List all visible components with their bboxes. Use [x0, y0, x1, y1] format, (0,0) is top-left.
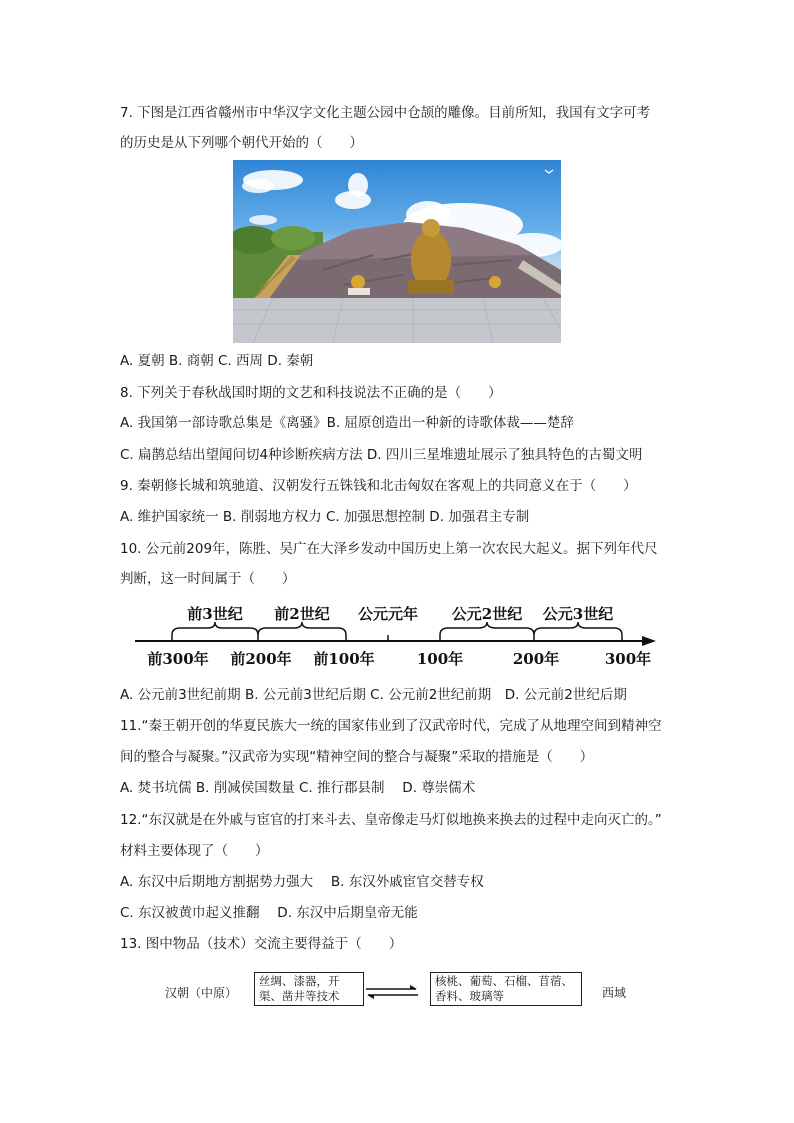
timeline-top-label: 公元元年	[357, 605, 419, 623]
timeline-bottom-label: 前100年	[313, 650, 375, 668]
q10-stem-line2: 判断，这一时间属于（ ）	[120, 571, 296, 587]
exchange-arrows-icon	[364, 984, 420, 1000]
han-goods-line: 丝绸、漆器，开	[259, 974, 340, 988]
timeline-top-label: 公元3世纪	[542, 605, 614, 623]
era-timeline	[130, 600, 660, 672]
q8-options-ab: A. 我国第一部诗歌总集是《离骚》B. 屈原创造出一种新的诗歌体裁——楚辞	[120, 415, 574, 431]
timeline-top-label: 前3世纪	[187, 605, 243, 623]
q7-stem-line2: 的历史是从下列哪个朝代开始的（ ）	[120, 135, 363, 151]
western-regions-label: 西域	[602, 986, 627, 1000]
q11-stem-line2: 间的整合与凝聚。”汉武帝为实现“精神空间的整合与凝聚”采取的措施是（ ）	[120, 749, 594, 765]
q9-stem: 9. 秦朝修长城和筑驰道、汉朝发行五铢钱和北击匈奴在客观上的共同意义在于（ ）	[120, 478, 637, 494]
q12-options-ab: A. 东汉中后期地方割据势力强大 B. 东汉外戚宦官交替专权	[120, 874, 484, 890]
q12-stem-line1: 12.“东汉就是在外戚与宦官的打来斗去、皇帝像走马灯似地换来换去的过程中走向灭亡的。”	[120, 812, 662, 828]
western-goods-line: 香料、玻璃等	[435, 989, 504, 1003]
q10-options: A. 公元前3世纪前期 B. 公元前3世纪后期 C. 公元前2世纪前期 D. 公元前2世纪后期	[120, 687, 627, 703]
q10-stem-line1: 10. 公元前209年，陈胜、吴广在大泽乡发动中国历史上第一次农民大起义。据下列年代尺	[120, 541, 658, 557]
q12-stem-line2: 材料主要体现了（ ）	[120, 843, 269, 859]
q12-options-cd: C. 东汉被黄巾起义推翻 D. 东汉中后期皇帝无能	[120, 905, 418, 921]
western-goods-line: 核桃、葡萄、石榴、苜蓿、	[435, 974, 573, 988]
q9-options: A. 维护国家统一 B. 削弱地方权力 C. 加强思想控制 D. 加强君主专制	[120, 509, 530, 525]
q7-options: A. 夏朝 B. 商朝 C. 西周 D. 秦朝	[120, 353, 314, 369]
q13-stem: 13. 图中物品（技术）交流主要得益于（ ）	[120, 936, 403, 952]
timeline-bottom-label: 200年	[512, 650, 560, 668]
exchange-diagram	[160, 972, 640, 1012]
han-dynasty-label: 汉朝（中原）	[165, 986, 238, 1000]
q7-stem-line1: 7. 下图是江西省赣州市中华汉字文化主题公园中仓颉的雕像。目前所知，我国有文字可考	[120, 105, 651, 121]
timeline-bottom-label: 100年	[416, 650, 464, 668]
timeline-bottom-label: 300年	[604, 650, 652, 668]
cangjie-statue-photo	[233, 160, 561, 343]
q8-stem: 8. 下列关于春秋战国时期的文艺和科技说法不正确的是（ ）	[120, 385, 502, 401]
timeline-bottom-label: 前200年	[230, 650, 292, 668]
q11-options: A. 焚书坑儒 B. 削减侯国数量 C. 推行郡县制 D. 尊崇儒术	[120, 780, 476, 796]
han-goods-line: 渠、凿井等技术	[259, 989, 340, 1003]
timeline-top-label: 公元2世纪	[451, 605, 523, 623]
han-goods-box	[254, 972, 364, 1006]
q11-stem-line1: 11.“秦王朝开创的华夏民族大一统的国家伟业到了汉武帝时代，完成了从地理空间到精神空	[120, 718, 662, 734]
western-regions-goods-box	[430, 972, 582, 1006]
q8-options-cd: C. 扁鹊总结出望闻问切4种诊断疾病方法 D. 四川三星堆遗址展示了独具特色的古蜀文明	[120, 447, 643, 463]
timeline-top-label: 前2世纪	[274, 605, 330, 623]
timeline-bottom-label: 前300年	[147, 650, 209, 668]
